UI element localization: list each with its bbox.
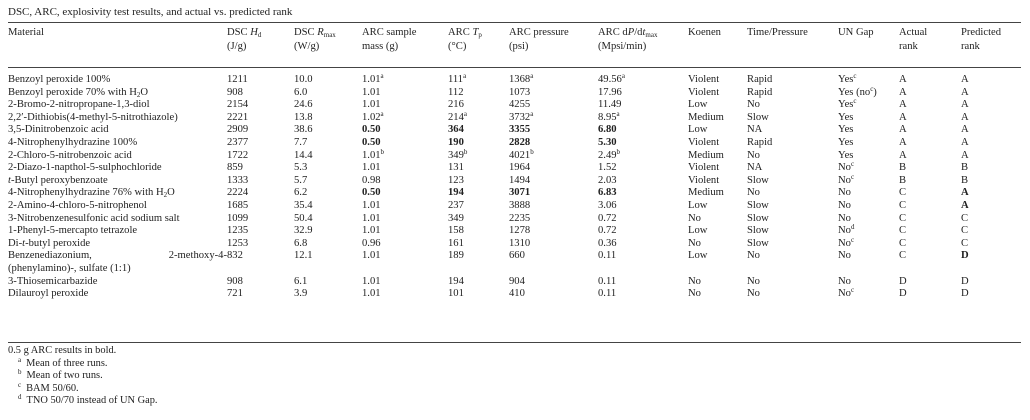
cell-koenen: Low xyxy=(688,225,708,237)
cell-predicted-rank: A xyxy=(961,124,969,136)
cell-arc-dpdt: 3.06 xyxy=(598,199,617,211)
cell-time-pressure: Slow xyxy=(747,111,769,123)
cell-arc-pressure: 1073 xyxy=(509,86,531,98)
cell-arc-dpdt: 5.30 xyxy=(598,136,617,148)
cell-arc-dpdt: 2.49$^b$ xyxy=(598,147,621,161)
cell-arc-pressure: 1310 xyxy=(509,237,531,249)
cell-arc-dpdt: 0.11 xyxy=(598,250,617,262)
cell-koenen: Low xyxy=(688,124,708,136)
cell-time-pressure: Rapid xyxy=(747,74,773,85)
cell-un-gap: No$^c$ xyxy=(838,286,855,300)
cell-actual-rank: A xyxy=(899,74,907,85)
cell-predicted-rank: C xyxy=(961,237,969,249)
cell-arc-tp: 364 xyxy=(448,124,464,136)
cell-predicted-rank: A xyxy=(961,99,969,111)
cell-arc-tp: 131 xyxy=(448,162,464,174)
cell-un-gap: Yes $(no^c)$ xyxy=(838,84,877,98)
cell-predicted-rank: C xyxy=(961,212,969,224)
cell-arc-tp: 349$^b$ xyxy=(448,147,468,161)
cell-predicted-rank: A xyxy=(961,199,969,211)
cell-un-gap: Yes$^c$ xyxy=(838,72,857,85)
cell-actual-rank: D xyxy=(899,275,907,287)
cell-dsc-h: 2221 xyxy=(227,111,249,123)
footnote-bold: 0.5 g ARC results in bold. xyxy=(8,345,117,356)
cell-dsc-h: 2224 xyxy=(227,187,249,199)
cell-predicted-rank: A xyxy=(961,86,969,98)
table-row xyxy=(8,124,1021,137)
cell-arc-mass: 0.50 xyxy=(362,136,381,148)
cell-predicted-rank: D xyxy=(961,275,969,287)
cell-material: 3-Nitrobenzenesulfonic acid sodium salt xyxy=(8,212,180,224)
cell-arc-mass: 1.01 xyxy=(362,288,381,300)
cell-koenen: Violent xyxy=(688,86,720,98)
cell-actual-rank: A xyxy=(899,124,907,136)
cell-arc-tp: 112 xyxy=(448,86,464,98)
cell-dsc-r: 12.1 xyxy=(294,250,313,262)
header-row xyxy=(8,23,1021,70)
cell-actual-rank: B xyxy=(899,162,907,174)
cell-arc-dpdt: 2.03 xyxy=(598,174,617,186)
cell-time-pressure: NA xyxy=(747,162,763,174)
cell-arc-mass: 0.98 xyxy=(362,174,381,186)
cell-actual-rank: D xyxy=(899,288,907,300)
cell-dsc-r: 35.4 xyxy=(294,199,313,211)
cell-predicted-rank: B xyxy=(961,174,969,186)
cell-koenen: Violent xyxy=(688,162,720,174)
cell-koenen: Low xyxy=(688,99,708,111)
table-caption: DSC, ARC, explosivity test results, and actual vs. predicted rank xyxy=(8,6,293,18)
cell-dsc-h: 1211 xyxy=(227,74,248,85)
cell-arc-mass: 0.50 xyxy=(362,187,381,199)
cell-arc-tp: 123 xyxy=(448,174,464,186)
cell-arc-mass: 1.01 xyxy=(362,99,381,111)
cell-predicted-rank: D xyxy=(961,250,969,262)
cell-dsc-h: 1722 xyxy=(227,149,249,161)
cell-arc-tp: 189 xyxy=(448,250,464,262)
cell-dsc-h: 832 xyxy=(227,250,243,262)
cell-arc-tp: 194 xyxy=(448,275,464,287)
cell-koenen: Medium xyxy=(688,111,724,123)
cell-material: 2-Chloro-5-nitrobenzoic acid xyxy=(8,149,132,161)
cell-koenen: No xyxy=(688,237,701,249)
footnote-a: $^a$ Mean of three runs. xyxy=(18,355,108,369)
cell-arc-mass: 0.96 xyxy=(362,237,381,249)
cell-material: Dilauroyl peroxide xyxy=(8,288,89,300)
cell-koenen: Violent xyxy=(688,174,720,186)
cell-material: 1-Phenyl-5-mercapto tetrazole xyxy=(8,225,138,237)
cell-dsc-h: 1235 xyxy=(227,225,249,237)
cell-arc-mass: 1.01$^a$ xyxy=(362,72,384,85)
cell-arc-dpdt: 1.52 xyxy=(598,162,617,174)
table-row xyxy=(8,187,1021,200)
cell-dsc-r: 5.7 xyxy=(294,174,308,186)
cell-arc-dpdt: 17.96 xyxy=(598,86,622,98)
cell-actual-rank: A xyxy=(899,136,907,148)
col-header-actual-rank: Actual rank xyxy=(899,27,928,52)
cell-koenen: Medium xyxy=(688,187,724,199)
cell-time-pressure: Slow xyxy=(747,199,769,211)
cell-predicted-rank: A xyxy=(961,111,969,123)
cell-predicted-rank: A xyxy=(961,74,969,85)
cell-arc-pressure: 3732$^a$ xyxy=(509,109,534,123)
col-header-arc-pressure: ARC pressure (psi) xyxy=(509,27,569,52)
cell-arc-pressure: 1494 xyxy=(509,174,531,186)
cell-arc-pressure: 1964 xyxy=(509,162,531,174)
table-row xyxy=(8,250,1021,275)
cell-arc-dpdt: 0.72 xyxy=(598,212,617,224)
cell-un-gap: No xyxy=(838,199,851,211)
cell-dsc-h: 908 xyxy=(227,86,243,98)
cell-arc-tp: 237 xyxy=(448,199,464,211)
footnote-c: $^c$ BAM 50/60. xyxy=(18,380,79,394)
cell-arc-dpdt: 8.95$^a$ xyxy=(598,109,620,123)
cell-dsc-h: 1253 xyxy=(227,237,249,249)
cell-dsc-r: 24.6 xyxy=(294,99,313,111)
cell-material: 4-Nitrophenylhydrazine 100% xyxy=(8,136,138,148)
cell-arc-pressure: 2828 xyxy=(509,136,531,148)
cell-dsc-r: 6.2 xyxy=(294,187,308,199)
cell-arc-dpdt: 6.80 xyxy=(598,124,617,136)
col-header-dsc-h: DSC $H_d$ (J/g) xyxy=(227,27,262,52)
cell-material: 3-Thiosemicarbazide xyxy=(8,275,98,287)
table-row xyxy=(8,288,1021,301)
cell-predicted-rank: A xyxy=(961,149,969,161)
cell-koenen: No xyxy=(688,275,701,287)
table-row xyxy=(8,87,1021,100)
cell-arc-tp: 111$^a$ xyxy=(448,72,467,85)
table-row xyxy=(8,175,1021,188)
col-header-un-gap: UN Gap xyxy=(838,27,874,38)
cell-un-gap: Yes xyxy=(838,111,854,123)
cell-arc-mass: 1.01 xyxy=(362,212,381,224)
cell-un-gap: Yes xyxy=(838,149,854,161)
cell-un-gap: Yes xyxy=(838,124,854,136)
cell-un-gap: Yes$^c$ xyxy=(838,97,857,111)
cell-koenen: No xyxy=(688,288,701,300)
cell-dsc-r: 50.4 xyxy=(294,212,313,224)
table-row xyxy=(8,238,1021,251)
cell-material: Benzenediazonium, 2-methoxy-4- (phenylamino)-, sulfate (1:1) xyxy=(8,250,227,274)
cell-un-gap: No$^c$ xyxy=(838,172,855,186)
table-row xyxy=(8,162,1021,175)
cell-arc-dpdt: 49.56$^a$ xyxy=(598,72,625,85)
cell-dsc-r: 6.8 xyxy=(294,237,308,249)
table-row xyxy=(8,112,1021,125)
cell-dsc-r: 32.9 xyxy=(294,225,313,237)
cell-arc-mass: 1.01 xyxy=(362,199,381,211)
cell-arc-mass: 0.50 xyxy=(362,124,381,136)
cell-dsc-h: 859 xyxy=(227,162,243,174)
cell-dsc-r: 6.1 xyxy=(294,275,308,287)
cell-arc-dpdt: 0.72 xyxy=(598,225,617,237)
table-row xyxy=(8,276,1021,289)
table-row xyxy=(8,213,1021,226)
cell-dsc-h: 1099 xyxy=(227,212,249,224)
cell-arc-pressure: 3355 xyxy=(509,124,531,136)
cell-actual-rank: C xyxy=(899,237,907,249)
cell-arc-tp: 101 xyxy=(448,288,464,300)
cell-dsc-h: 908 xyxy=(227,275,243,287)
col-header-arc-tp: ARC $T_p$ (°C) xyxy=(448,27,482,52)
cell-un-gap: No xyxy=(838,187,851,199)
footnotes xyxy=(8,345,158,408)
cell-arc-tp: 161 xyxy=(448,237,464,249)
cell-un-gap: No$^c$ xyxy=(838,235,855,249)
cell-arc-pressure: 1368$^a$ xyxy=(509,72,534,85)
cell-arc-tp: 216 xyxy=(448,99,464,111)
cell-arc-pressure: 904 xyxy=(509,275,525,287)
cell-arc-tp: 349 xyxy=(448,212,464,224)
cell-actual-rank: B xyxy=(899,174,907,186)
cell-time-pressure: Slow xyxy=(747,237,769,249)
cell-dsc-r: 7.7 xyxy=(294,136,308,148)
cell-koenen: Low xyxy=(688,250,708,262)
cell-un-gap: No xyxy=(838,212,851,224)
cell-time-pressure: Slow xyxy=(747,212,769,224)
cell-material: 2-Diazo-1-napthol-5-sulphochloride xyxy=(8,162,162,174)
cell-arc-mass: 1.02$^a$ xyxy=(362,109,384,123)
cell-arc-dpdt: 11.49 xyxy=(598,99,622,111)
cell-arc-dpdt: 0.36 xyxy=(598,237,617,249)
cell-arc-mass: 1.01 xyxy=(362,86,381,98)
cell-dsc-h: 1333 xyxy=(227,174,249,186)
table-row xyxy=(8,200,1021,213)
cell-actual-rank: A xyxy=(899,99,907,111)
cell-actual-rank: C xyxy=(899,187,907,199)
cell-koenen: Violent xyxy=(688,74,720,85)
cell-un-gap: No$^c$ xyxy=(838,160,855,174)
col-header-predicted-rank: Predicted rank xyxy=(961,27,1002,52)
cell-time-pressure: Slow xyxy=(747,225,769,237)
cell-time-pressure: Rapid xyxy=(747,136,773,148)
cell-dsc-h: 2909 xyxy=(227,124,249,136)
cell-dsc-h: 1685 xyxy=(227,199,249,211)
cell-arc-pressure: 3888 xyxy=(509,199,531,211)
cell-un-gap: No$^d$ xyxy=(838,223,855,237)
footnote-b: $^b$ Mean of two runs. xyxy=(18,368,103,381)
table-row xyxy=(8,137,1021,150)
cell-actual-rank: A xyxy=(899,111,907,123)
cell-actual-rank: C xyxy=(899,212,907,224)
cell-dsc-r: 5.3 xyxy=(294,162,308,174)
table-row xyxy=(8,225,1021,238)
cell-material: t-Butyl peroxybenzoate xyxy=(8,174,108,186)
cell-predicted-rank: C xyxy=(961,225,969,237)
cell-predicted-rank: A xyxy=(961,187,969,199)
cell-koenen: Violent xyxy=(688,136,720,148)
cell-material: 2-Amino-4-chloro-5-nitrophenol xyxy=(8,199,147,211)
cell-arc-pressure: 660 xyxy=(509,250,525,262)
cell-arc-mass: 1.01 xyxy=(362,225,381,237)
cell-arc-mass: 1.01 xyxy=(362,275,381,287)
cell-arc-pressure: 4021$^b$ xyxy=(509,147,534,161)
cell-arc-tp: 194 xyxy=(448,187,464,199)
cell-arc-dpdt: 0.11 xyxy=(598,288,617,300)
col-header-dsc-r: DSC $R_{max}$ (W/g) xyxy=(294,27,336,52)
cell-koenen: No xyxy=(688,212,701,224)
cell-koenen: Medium xyxy=(688,149,724,161)
table-body xyxy=(8,70,1021,301)
cell-material: 2,2′-Dithiobis(4-methyl-5-nitrothiazole) xyxy=(8,111,178,123)
cell-arc-tp: 190 xyxy=(448,136,464,148)
cell-material: 2-Bromo-2-nitropropane-1,3-diol xyxy=(8,99,150,111)
table-row xyxy=(8,99,1021,112)
col-header-arc-dpdt: ARC $dP/dt_{max}$ (Mpsi/min) xyxy=(598,27,658,52)
cell-predicted-rank: D xyxy=(961,288,969,300)
col-header-material: Material xyxy=(8,27,44,38)
cell-arc-mass: 1.01 xyxy=(362,162,381,174)
cell-actual-rank: A xyxy=(899,86,907,98)
cell-dsc-r: 10.0 xyxy=(294,74,313,85)
cell-material: Benzoyl peroxide 70% with $H_2O$ xyxy=(8,86,149,99)
cell-actual-rank: A xyxy=(899,149,907,161)
cell-predicted-rank: A xyxy=(961,136,969,148)
col-header-koenen: Koenen xyxy=(688,27,721,38)
col-header-time-pressure: Time/Pressure xyxy=(747,27,808,38)
cell-actual-rank: C xyxy=(899,199,907,211)
cell-time-pressure: No xyxy=(747,149,760,161)
cell-dsc-r: 14.4 xyxy=(294,149,313,161)
cell-material: Di-t-butyl peroxide xyxy=(8,237,91,249)
footnote-d: $^d$ TNO 50/70 instead of UN Gap. xyxy=(18,393,158,406)
cell-arc-pressure: 410 xyxy=(509,288,525,300)
cell-time-pressure: No xyxy=(747,187,760,199)
bottom-rule xyxy=(8,342,1021,343)
cell-arc-tp: 214$^a$ xyxy=(448,109,467,123)
cell-time-pressure: No xyxy=(747,250,760,262)
cell-material: 4-Nitrophenylhydrazine 76% with $H_2O$ xyxy=(8,187,175,200)
cell-koenen: Low xyxy=(688,199,708,211)
table-row xyxy=(8,150,1021,163)
cell-un-gap: No xyxy=(838,250,851,262)
col-header-arc-mass: ARC sample mass (g) xyxy=(362,27,417,52)
cell-time-pressure: NA xyxy=(747,124,763,136)
cell-dsc-r: 38.6 xyxy=(294,124,313,136)
cell-arc-mass: 1.01 xyxy=(362,250,381,262)
cell-dsc-r: 3.9 xyxy=(294,288,308,300)
cell-un-gap: Yes xyxy=(838,136,854,148)
cell-arc-mass: 1.01$^b$ xyxy=(362,147,385,161)
cell-time-pressure: No xyxy=(747,288,760,300)
results-table xyxy=(8,23,1021,301)
cell-arc-pressure: 3071 xyxy=(509,187,531,199)
cell-actual-rank: C xyxy=(899,225,907,237)
cell-predicted-rank: B xyxy=(961,162,969,174)
cell-arc-pressure: 4255 xyxy=(509,99,531,111)
cell-arc-tp: 158 xyxy=(448,225,464,237)
cell-dsc-h: 2154 xyxy=(227,99,249,111)
cell-material: Benzoyl peroxide 100% xyxy=(8,74,111,85)
cell-material: 3,5-Dinitrobenzoic acid xyxy=(8,124,109,136)
cell-dsc-r: 13.8 xyxy=(294,111,313,123)
cell-time-pressure: Rapid xyxy=(747,86,773,98)
cell-arc-dpdt: 0.11 xyxy=(598,275,617,287)
cell-actual-rank: C xyxy=(899,250,907,262)
cell-arc-pressure: 2235 xyxy=(509,212,531,224)
cell-time-pressure: Slow xyxy=(747,174,769,186)
cell-arc-pressure: 1278 xyxy=(509,225,531,237)
cell-dsc-h: 2377 xyxy=(227,136,249,148)
cell-arc-dpdt: 6.83 xyxy=(598,187,617,199)
cell-time-pressure: No xyxy=(747,99,760,111)
cell-un-gap: No xyxy=(838,275,851,287)
cell-dsc-h: 721 xyxy=(227,288,243,300)
cell-dsc-r: 6.0 xyxy=(294,86,308,98)
cell-time-pressure: No xyxy=(747,275,760,287)
